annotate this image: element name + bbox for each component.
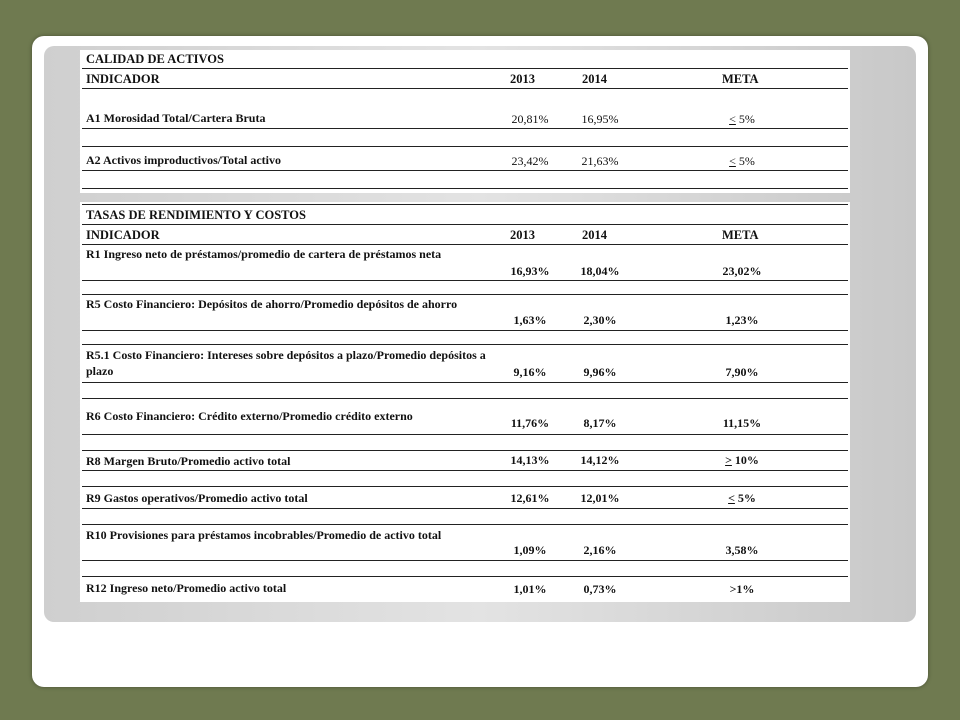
- row-value-meta: [702, 582, 782, 597]
- meta-value: 7,90%: [725, 365, 759, 379]
- row-label: A1 Morosidad Total/Cartera Bruta: [86, 111, 266, 125]
- row-label: R12 Ingreso neto/Promedio activo total: [86, 581, 287, 595]
- row-value-meta: [702, 313, 782, 328]
- row-value-meta: [702, 491, 782, 506]
- row-value-2013: 1,01%: [513, 582, 547, 596]
- row-value-2013: 11,76%: [510, 416, 550, 430]
- header-2013: 2013: [510, 228, 535, 242]
- divider: [82, 450, 848, 451]
- row-label: R9 Gastos operativos/Promedio activo total: [86, 491, 308, 505]
- divider: [82, 224, 848, 225]
- row-value-meta: [702, 154, 782, 169]
- meta-value: 5%: [735, 154, 755, 168]
- meta-value: 10%: [731, 453, 759, 467]
- header-indicador: INDICADOR: [86, 228, 160, 242]
- row-value-meta: [702, 416, 782, 431]
- divider: [82, 170, 848, 171]
- divider: [82, 382, 848, 383]
- meta-value: 23,02%: [722, 264, 762, 278]
- header-meta: META: [722, 72, 759, 86]
- table-title: CALIDAD DE ACTIVOS: [86, 52, 224, 66]
- table-tasas-rendimiento: [80, 202, 850, 602]
- divider: [82, 434, 848, 435]
- row-value-2013: 12,61%: [510, 491, 550, 505]
- divider: [82, 188, 848, 189]
- header-meta: META: [722, 228, 759, 242]
- divider: [82, 470, 848, 471]
- row-value-2014: 14,12%: [580, 453, 620, 467]
- row-value-meta: [702, 365, 782, 380]
- meta-symbol: >: [725, 453, 732, 467]
- meta-value: >1%: [729, 582, 755, 596]
- row-value-2013: 20,81%: [511, 112, 549, 126]
- divider: [82, 486, 848, 487]
- row-label: R10 Provisiones para préstamos incobrables/Promedio de activo total: [86, 528, 442, 542]
- table-calidad-activos: [80, 50, 850, 193]
- meta-value: 1,23%: [725, 313, 759, 327]
- meta-value: 3,58%: [725, 543, 759, 557]
- row-label: R1 Ingreso neto de préstamos/promedio de cartera de préstamos neta: [86, 247, 442, 261]
- row-value-2014: 18,04%: [580, 264, 620, 278]
- row-label: R5 Costo Financiero: Depósitos de ahorro/Promedio depósitos de ahorro: [86, 297, 458, 311]
- row-value-2014: 12,01%: [580, 491, 620, 505]
- divider: [82, 576, 848, 577]
- divider: [82, 204, 848, 205]
- meta-symbol: <: [729, 154, 736, 168]
- row-value-2014: 21,63%: [581, 154, 619, 168]
- row-value-meta: [702, 264, 782, 279]
- meta-symbol: <: [729, 112, 736, 126]
- header-2014: 2014: [582, 72, 607, 86]
- row-value-2013: 9,16%: [513, 365, 547, 379]
- meta-value: 11,15%: [722, 416, 762, 430]
- divider: [82, 128, 848, 129]
- divider: [82, 330, 848, 331]
- row-value-2014: 0,73%: [583, 582, 617, 596]
- row-value-2014: 2,16%: [583, 543, 617, 557]
- meta-symbol: <: [728, 491, 735, 505]
- divider: [82, 88, 848, 89]
- row-value-2014: 8,17%: [583, 416, 617, 430]
- row-value-2013: 16,93%: [510, 264, 550, 278]
- divider: [82, 524, 848, 525]
- row-value-meta: [702, 453, 782, 468]
- divider: [82, 244, 848, 245]
- meta-value: 5%: [734, 491, 756, 505]
- row-value-meta: [702, 543, 782, 558]
- divider: [82, 344, 848, 345]
- row-value-2013: 14,13%: [510, 453, 550, 467]
- header-2014: 2014: [582, 228, 607, 242]
- row-value-2013: 1,09%: [513, 543, 547, 557]
- row-value-2014: 2,30%: [583, 313, 617, 327]
- divider: [82, 398, 848, 399]
- row-value-2014: 16,95%: [581, 112, 619, 126]
- row-value-2013: 23,42%: [511, 154, 549, 168]
- row-value-2013: 1,63%: [513, 313, 547, 327]
- divider: [82, 146, 848, 147]
- row-label: R5.1 Costo Financiero: Intereses sobre depósitos a plazo/Promedio depósitos a plazo: [86, 348, 486, 378]
- header-indicador: INDICADOR: [86, 72, 160, 86]
- divider: [82, 508, 848, 509]
- row-label: R6 Costo Financiero: Crédito externo/Promedio crédito externo: [86, 409, 413, 423]
- row-label: A2 Activos improductivos/Total activo: [86, 153, 282, 167]
- divider: [82, 68, 848, 69]
- divider: [82, 560, 848, 561]
- table-title: TASAS DE RENDIMIENTO Y COSTOS: [86, 208, 306, 222]
- row-label: R8 Margen Bruto/Promedio activo total: [86, 454, 291, 468]
- divider: [82, 280, 848, 281]
- divider: [82, 294, 848, 295]
- row-value-2014: 9,96%: [583, 365, 617, 379]
- meta-value: 5%: [735, 112, 755, 126]
- header-2013: 2013: [510, 72, 535, 86]
- row-value-meta: [702, 112, 782, 127]
